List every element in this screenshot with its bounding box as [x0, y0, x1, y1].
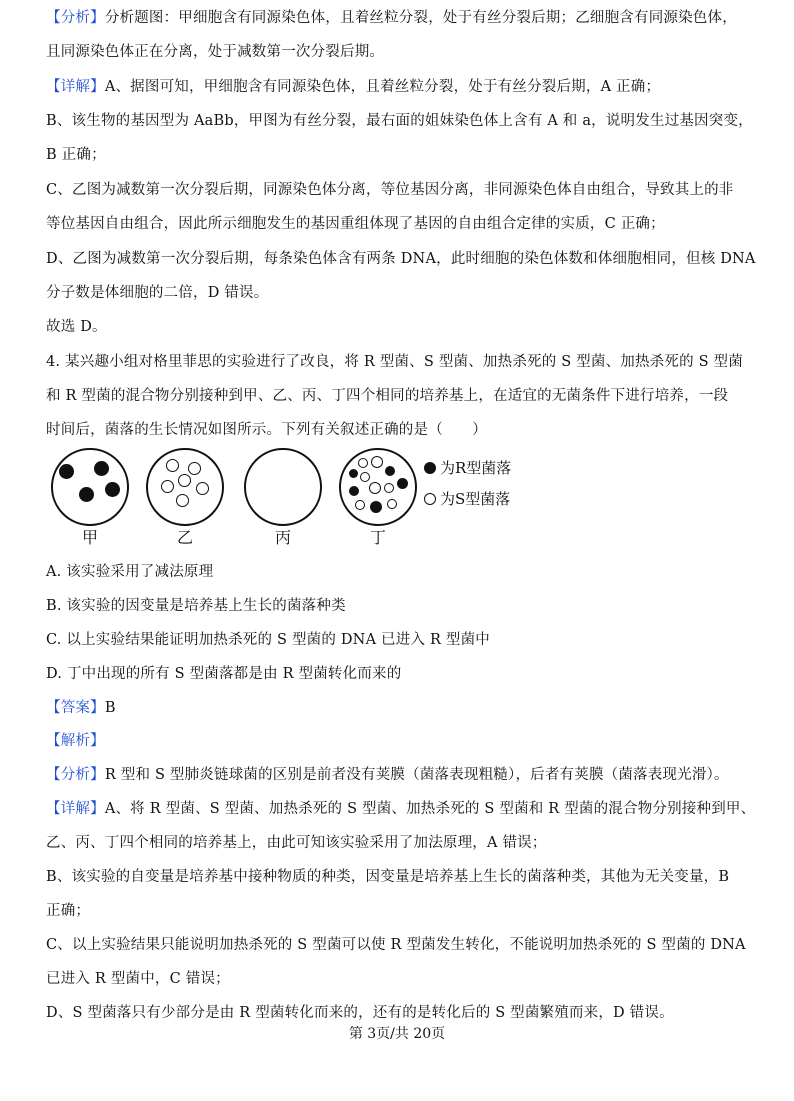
detail-line-b1: B、该生物的基因型为 AaBb，甲图为有丝分裂，最右面的姐妹染色体上含有 A 和 a，说明发生过基因突变，: [46, 113, 753, 129]
s-colony: [161, 480, 174, 493]
dish-bing: [244, 448, 322, 526]
r-colony: [349, 469, 358, 478]
option-c: C. 以上实验结果能证明加热杀死的 S 型菌的 DNA 已进入 R 型菌中: [46, 632, 490, 648]
s-colony: [358, 458, 368, 468]
answer-line: [46, 698, 761, 718]
detail2-line-a1: [46, 799, 761, 819]
detail-line-c2: 等位基因自由组合，因此所示细胞发生的基因重组体现了基因的自由组合定律的实质，C 正确；: [46, 216, 665, 232]
s-colony: [355, 500, 365, 510]
r-colony: [385, 466, 395, 476]
detail-line-d1: D、乙图为减数第一次分裂后期，每条染色体含有两条 DNA，此时细胞的染色体数和体细胞相同，但核 DNA: [46, 251, 756, 267]
s-colony: [369, 482, 381, 494]
analysis2-text: R 型和 S 型肺炎链球菌的区别是前者没有荚膜（菌落表现粗糙），后者有荚膜（菌落表现光滑）。: [104, 767, 729, 783]
page-footer: 第 3页/共 20页: [348, 1026, 446, 1042]
r-colony: [59, 464, 74, 479]
analysis-line-1: [46, 8, 761, 28]
option-d: D. 丁中出现的所有 S 型菌落都是由 R 型菌转化而来的: [46, 666, 402, 682]
option-b: B. 该实验的因变量是培养基上生长的菌落种类: [46, 598, 346, 614]
legend-s-label: 为S型菌落: [440, 490, 511, 508]
r-colony: [397, 478, 408, 489]
detail2-line-d: D、S 型菌落只有少部分是由 R 型菌转化而来的，还有的是转化后的 S 型菌繁殖而来，D 错误。: [46, 1005, 674, 1021]
legend-s: [424, 489, 510, 509]
detail-line-d2: 分子数是体细胞的二倍，D 错误。: [46, 285, 269, 301]
detail2-line-c1: C、以上实验结果只能说明加热杀死的 S 型菌可以使 R 型菌发生转化，不能说明加热杀死的 S 型菌的 DNA: [46, 937, 746, 953]
s-colony: [384, 483, 394, 493]
legend-r: [424, 458, 511, 478]
dish-yi: [146, 448, 224, 526]
analysis-line-2: 且同源染色体正在分离，处于减数第一次分裂后期。: [46, 44, 385, 60]
legend-r-marker: [424, 462, 436, 474]
detail-text: A、据图可知，甲细胞含有同源染色体，且着丝粒分裂，处于有丝分裂后期，A 正确；: [104, 79, 661, 95]
s-colony: [371, 456, 383, 468]
detail2-line-a2: 乙、丙、丁四个相同的培养基上，由此可知该实验采用了加法原理，A 错误；: [46, 835, 547, 851]
analysis-text: 分析题图：甲细胞含有同源染色体，且着丝粒分裂，处于有丝分裂后期；乙细胞含有同源染色体，: [104, 10, 737, 26]
dish-label-ding: 丁: [369, 528, 386, 547]
s-colony: [188, 462, 201, 475]
petri-dish-figure: [46, 448, 566, 548]
dish-label-bing: 丙: [274, 528, 291, 547]
r-colony: [79, 487, 94, 502]
detail2-line-b1: B、该实验的自变量是培养基中接种物质的种类，因变量是培养基上生长的菌落种类，其他为无关变量，B: [46, 869, 730, 885]
s-colony: [166, 459, 179, 472]
question-4-line-2: 和 R 型菌的混合物分别接种到甲、乙、丙、丁四个相同的培养基上，在适宜的无菌条件下进行培养，一段: [46, 388, 729, 404]
answer-tag: 【答案】: [46, 700, 105, 716]
detail2-tag: 【详解】: [46, 801, 105, 817]
s-colony: [360, 472, 370, 482]
detail-line-b2: B 正确；: [46, 147, 106, 163]
option-a: A. 该实验采用了减法原理: [46, 564, 214, 580]
dish-jia: [51, 448, 129, 526]
analysis-tag: 【分析】: [46, 10, 105, 26]
detail-tag: 【详解】: [46, 79, 105, 95]
s-colony: [387, 499, 397, 509]
answer-value: B: [104, 700, 116, 716]
analysis2-line: [46, 765, 761, 785]
legend-r-label: 为R型菌落: [440, 459, 512, 477]
r-colony: [105, 482, 120, 497]
question-4-line-1: 4. 某兴趣小组对格里菲思的实验进行了改良，将 R 型菌、S 型菌、加热杀死的 S 型菌、加热杀死的 S 型菌: [46, 354, 743, 370]
jiexi-line: [46, 731, 761, 751]
detail2-line-b2: 正确；: [46, 903, 91, 919]
r-colony: [349, 486, 359, 496]
dish-ding: [339, 448, 417, 526]
s-colony: [178, 474, 191, 487]
s-colony: [196, 482, 209, 495]
legend-s-marker: [424, 493, 436, 505]
question-4-line-3: 时间后，菌落的生长情况如图所示。下列有关叙述正确的是（ ）: [46, 422, 487, 438]
detail-choice: 故选 D。: [46, 319, 107, 335]
s-colony: [176, 494, 189, 507]
dish-label-jia: 甲: [81, 528, 98, 547]
detail2-line-c2: 已进入 R 型菌中，C 错误；: [46, 971, 230, 987]
jiexi-tag: 【解析】: [46, 733, 105, 749]
dish-label-yi: 乙: [176, 528, 193, 547]
r-colony: [94, 461, 109, 476]
detail2-text: A、将 R 型菌、S 型菌、加热杀死的 S 型菌、加热杀死的 S 型菌和 R 型菌的混合物分别接种到甲、: [104, 801, 756, 817]
analysis2-tag: 【分析】: [46, 767, 105, 783]
detail-line-c1: C、乙图为减数第一次分裂后期，同源染色体分离，等位基因分离，非同源染色体自由组合，导致其上的非: [46, 182, 734, 198]
detail-line-a: [46, 77, 761, 97]
r-colony: [370, 501, 382, 513]
